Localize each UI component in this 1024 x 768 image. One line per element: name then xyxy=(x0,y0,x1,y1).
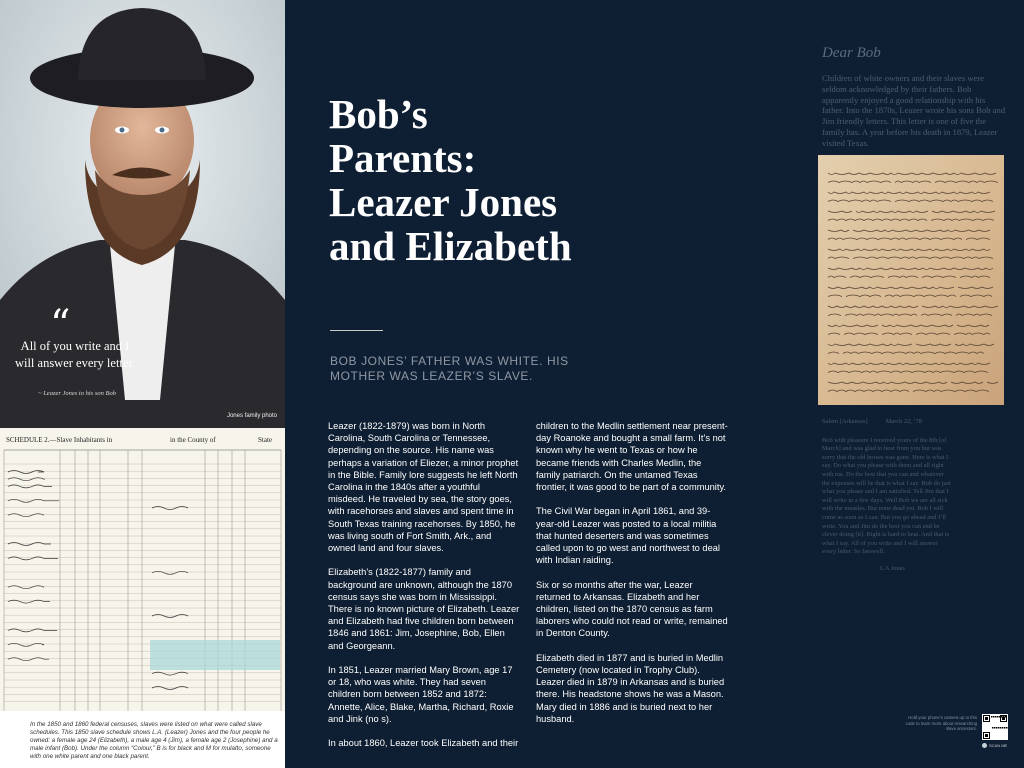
quote-attribution: ~ Leazer Jones to his son Bob xyxy=(38,390,116,397)
slave-schedule-illustration xyxy=(0,428,285,711)
qr-instructions: Hold your phone’s camera up to this code to learn more about researching slave ancestors. xyxy=(905,715,977,732)
body-paragraph: Elizabeth died in 1877 and is buried in Medlin Cemetery (now located in Trophy Club). Leazer died in 1879 in Arkansas and is buried there. His headstone shows he was a Mason. Mary died in 1886 and is buried next to her husband. xyxy=(536,652,725,724)
census-schedule-title: SCHEDULE 2.—Slave Inhabitants in xyxy=(6,436,113,444)
letter-intro: Children of white owners and their slaves were seldom acknowledged by their fathers. Bob apparently enjoyed a good relationship with his father. Into the 1870s, Leazer wrote his sons Bob and Jim friendly letters. This letter is one of five the family has. A year before his death in 1879, Leazer visited Texas. xyxy=(822,73,1006,148)
body-column-2 xyxy=(536,420,728,737)
body-paragraph: Elizabeth’s (1822-1877) family and background are unknown, although the 1870 census says she was born in Mississippi. There is no known picture of Elizabeth. Leazer and Elizabeth had five children born between 1846 and 1861: Jim, Josephine, Bob, Ellen and Georgeann. xyxy=(328,567,520,651)
highlighted-census-rows xyxy=(150,640,280,670)
letter-transcript xyxy=(822,418,1007,574)
qr-code[interactable] xyxy=(982,714,1008,740)
transcript-body: Bob with pleasure I received yours of the 8th [of March] and was glad to hear from you but was sorry that the old horses was gone. Here is what I say. Do what you please with them and all right with me. Do the best that you can and whatever the expenses will be that is what I say. Bob do just what you please and I am satisfied. Tell Jim that I will write in a few days. Well Bob we are all sick with the measles. But none dead yet. Bob I will come as soon as I can. But you go ahead and I’ll write. You and Jim do the best you can and be clever doing [it]. Right is hard to beat. And that is what I say. All of you write and I will answer every letter. So farewell. xyxy=(822,436,951,556)
letter-heading: Dear Bob xyxy=(822,45,881,61)
body-paragraph: In 1851, Leazer married Mary Brown, age 17 or 18, who was white. They had seven children born between 1852 and 1872: Annette, Alice, Blake, Martha, Richard, Roxie and Jink (no s). xyxy=(328,665,514,724)
body-paragraph: Leazer (1822-1879) was born in North Carolina, South Carolina or Tennessee, depending on the source. His name was perhaps a variation of Eliezer, a minor prophet in the Bible. Family lore suggests he left North Carolina in the 1840s after a youthful misdeed. He traveled by sea, the story goes, with racehorses and slaves and spent time in South Texas training racehorses. By 1850, he was living south of Fort Smith, Ark., and owned land and four slaves. xyxy=(328,421,519,554)
census-state-label: State xyxy=(258,436,272,444)
body-paragraph: children to the Medlin settlement near present-day Roanoke and bought a small farm. It’s not known why he went to Texas or how he became friends with Charles Medlin, the family patriarch. On the untamed Texas frontier, it was good to be part of a community. xyxy=(536,421,728,493)
pull-quote: All of you write and I will answer every letter. xyxy=(14,339,136,370)
left-column xyxy=(0,0,285,768)
letter-place: Salem [Arkansas] xyxy=(822,418,868,425)
census-county-label: in the County of xyxy=(170,436,216,444)
scan-me-text: SCAN ME xyxy=(989,743,1008,748)
handwritten-letter-illustration xyxy=(818,155,1004,405)
letter-date: March 22, ’78 xyxy=(885,418,922,425)
handwritten-letter-image xyxy=(818,155,1004,405)
camera-icon xyxy=(982,743,987,748)
body-paragraph: The Civil War began in April 1861, and 39-year-old Leazer was posted to a local militia that hunted deserters and was sometimes called upon to go west and northwest to deal with Indian raiding. xyxy=(536,506,720,566)
scan-me-label xyxy=(982,743,1012,748)
quote-mark: “ xyxy=(50,302,71,348)
title-divider xyxy=(330,330,383,331)
body-column-1 xyxy=(328,420,520,762)
body-paragraph: In about 1860, Leazer took Elizabeth and their xyxy=(328,738,519,749)
census-caption: In the 1850 and 1860 federal censuses, slaves were listed on what were called slave schedules. This 1850 slave schedule shows L.A. (Leazer) Jones and the four people he owned: a female age 24 (Elizabeth), a male age 4 (Jim), a female age 2 (Josephine) and a male infant (Bob). Under the column “Colour,” B is for black and M for mulatto, someone with one white parent and one black parent. xyxy=(30,721,278,760)
census-document-image xyxy=(0,428,285,711)
page-title: Bob’s Parents: Leazer Jones and Elizabeth xyxy=(329,91,572,269)
qr-code-icon xyxy=(982,714,1008,740)
letter-signature: L A Jones xyxy=(880,564,905,572)
page-subtitle: BOB JONES’ FATHER WAS WHITE. HIS MOTHER WAS LEAZER’S SLAVE. xyxy=(330,354,569,383)
body-paragraph: Six or so months after the war, Leazer returned to Arkansas. Elizabeth and her children, listed on the 1870 census as farm laborers who could not read or write, remained in Denton County. xyxy=(536,579,728,639)
transcript-header xyxy=(822,418,1007,427)
photo-credit: Jones family photo xyxy=(226,413,277,419)
main-panel xyxy=(285,0,1024,768)
